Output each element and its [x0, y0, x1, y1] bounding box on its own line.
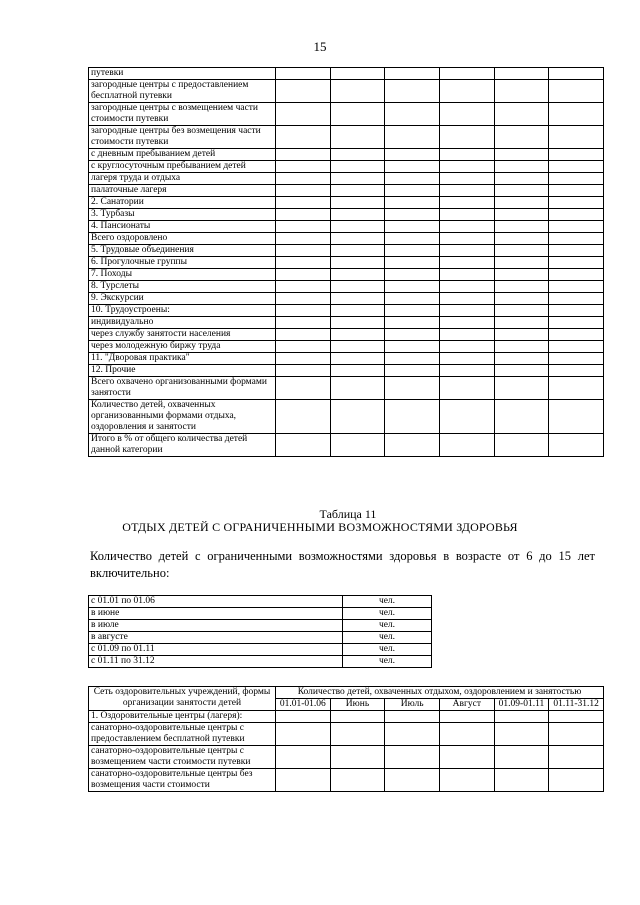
table-row	[89, 68, 604, 80]
value-cell	[385, 746, 440, 769]
value-cell	[276, 68, 331, 80]
value-cell	[549, 209, 604, 221]
value-cell	[330, 233, 385, 245]
value-cell	[276, 233, 331, 245]
value-cell	[330, 209, 385, 221]
value-cell	[549, 769, 604, 792]
value-cell	[549, 197, 604, 209]
value-cell	[494, 341, 549, 353]
table-title: ОТДЫХ ДЕТЕЙ С ОГРАНИЧЕННЫМИ ВОЗМОЖНОСТЯМИ ЗДОРОВЬЯ	[122, 520, 518, 534]
value-cell	[439, 161, 494, 173]
period-label: с 01.01 по 01.06	[89, 596, 343, 608]
value-cell	[439, 377, 494, 400]
value-cell	[494, 281, 549, 293]
value-cell	[330, 185, 385, 197]
row-label: через молодежную биржу труда	[89, 341, 276, 353]
value-cell	[439, 126, 494, 149]
value-cell	[385, 341, 440, 353]
value-cell	[549, 746, 604, 769]
value-cell	[276, 221, 331, 233]
value-cell	[494, 80, 549, 103]
period-unit: чел.	[343, 596, 432, 608]
row-label: 3. Турбазы	[89, 209, 276, 221]
value-cell	[494, 305, 549, 317]
value-cell	[330, 68, 385, 80]
row-label: 5. Трудовые объединения	[89, 245, 276, 257]
period-table	[88, 595, 432, 668]
value-cell	[276, 317, 331, 329]
value-cell	[330, 245, 385, 257]
value-cell	[385, 293, 440, 305]
value-cell	[276, 281, 331, 293]
value-cell	[494, 161, 549, 173]
value-cell	[385, 68, 440, 80]
page-number: 15	[313, 39, 327, 54]
table-row	[89, 711, 604, 723]
value-cell	[276, 103, 331, 126]
value-cell	[276, 209, 331, 221]
value-cell	[494, 746, 549, 769]
value-cell	[385, 711, 440, 723]
row-label: лагеря труда и отдыха	[89, 173, 276, 185]
table-row	[89, 723, 604, 746]
row-label: путевки	[89, 68, 276, 80]
value-cell	[549, 293, 604, 305]
value-cell	[494, 149, 549, 161]
value-cell	[330, 434, 385, 457]
value-cell	[494, 173, 549, 185]
value-cell	[385, 365, 440, 377]
value-cell	[385, 257, 440, 269]
value-cell	[549, 269, 604, 281]
period-unit: чел.	[343, 656, 432, 668]
table-row	[89, 185, 604, 197]
table-row	[89, 434, 604, 457]
value-cell	[439, 723, 494, 746]
table-row	[89, 353, 604, 365]
value-cell	[276, 173, 331, 185]
top-table	[88, 67, 604, 457]
value-cell	[439, 221, 494, 233]
value-cell	[494, 68, 549, 80]
value-cell	[330, 329, 385, 341]
value-cell	[276, 293, 331, 305]
value-cell	[439, 305, 494, 317]
table-row	[89, 293, 604, 305]
table-row	[89, 209, 604, 221]
value-cell	[276, 769, 331, 792]
row-label: индивидуально	[89, 317, 276, 329]
row-label: 6. Прогулочные группы	[89, 257, 276, 269]
value-cell	[494, 723, 549, 746]
bottom-table-body	[89, 711, 604, 792]
value-cell	[330, 365, 385, 377]
table-row	[89, 400, 604, 434]
header-row	[89, 687, 604, 699]
table-row	[89, 221, 604, 233]
table-row	[89, 377, 604, 400]
column-header: Июнь	[330, 699, 385, 711]
value-cell	[439, 353, 494, 365]
value-cell	[549, 149, 604, 161]
row-label: Всего охвачено организованными формами занятости	[89, 377, 276, 400]
row-label: 7. Походы	[89, 269, 276, 281]
table-row	[89, 103, 604, 126]
period-row	[89, 656, 432, 668]
value-cell	[549, 434, 604, 457]
row-label: 10. Трудоустроены:	[89, 305, 276, 317]
value-cell	[276, 161, 331, 173]
value-cell	[549, 221, 604, 233]
table-row	[89, 245, 604, 257]
value-cell	[385, 209, 440, 221]
value-cell	[276, 257, 331, 269]
row-label: палаточные лагеря	[89, 185, 276, 197]
table-row	[89, 281, 604, 293]
value-cell	[276, 269, 331, 281]
top-table-body	[89, 68, 604, 457]
value-cell	[494, 126, 549, 149]
value-cell	[439, 197, 494, 209]
value-cell	[494, 185, 549, 197]
value-cell	[385, 269, 440, 281]
table-number: Таблица 11	[319, 507, 377, 521]
value-cell	[385, 80, 440, 103]
value-cell	[330, 80, 385, 103]
row-label: 4. Пансионаты	[89, 221, 276, 233]
row-label: через службу занятости населения	[89, 329, 276, 341]
period-row	[89, 608, 432, 620]
period-unit: чел.	[343, 644, 432, 656]
value-cell	[330, 377, 385, 400]
value-cell	[330, 353, 385, 365]
value-cell	[439, 281, 494, 293]
value-cell	[330, 149, 385, 161]
value-cell	[330, 293, 385, 305]
value-cell	[549, 161, 604, 173]
value-cell	[549, 185, 604, 197]
value-cell	[494, 257, 549, 269]
value-cell	[439, 233, 494, 245]
period-row	[89, 644, 432, 656]
value-cell	[276, 377, 331, 400]
table-row	[89, 329, 604, 341]
row-label: 9. Экскурсии	[89, 293, 276, 305]
value-cell	[385, 317, 440, 329]
value-cell	[330, 221, 385, 233]
row-label: Итого в % от общего количества детей данной категории	[89, 434, 276, 457]
value-cell	[549, 126, 604, 149]
row-label: загородные центры с возмещением части стоимости путевки	[89, 103, 276, 126]
value-cell	[494, 233, 549, 245]
value-cell	[549, 103, 604, 126]
period-label: с 01.11 по 31.12	[89, 656, 343, 668]
table-row	[89, 305, 604, 317]
value-cell	[494, 365, 549, 377]
value-cell	[330, 197, 385, 209]
value-cell	[439, 149, 494, 161]
value-cell	[385, 185, 440, 197]
value-cell	[385, 173, 440, 185]
period-label: в июле	[89, 620, 343, 632]
column-header: Июль	[385, 699, 440, 711]
row-label: Всего оздоровлено	[89, 233, 276, 245]
table-row	[89, 80, 604, 103]
value-cell	[439, 103, 494, 126]
value-cell	[385, 149, 440, 161]
value-cell	[549, 365, 604, 377]
row-label: с дневным пребыванием детей	[89, 149, 276, 161]
value-cell	[276, 305, 331, 317]
value-cell	[439, 80, 494, 103]
value-cell	[549, 305, 604, 317]
value-cell	[385, 400, 440, 434]
value-cell	[385, 769, 440, 792]
period-row	[89, 632, 432, 644]
value-cell	[549, 68, 604, 80]
value-cell	[494, 329, 549, 341]
value-cell	[385, 245, 440, 257]
value-cell	[385, 197, 440, 209]
value-cell	[385, 161, 440, 173]
value-cell	[494, 317, 549, 329]
table-row	[89, 233, 604, 245]
period-row	[89, 596, 432, 608]
table-row	[89, 269, 604, 281]
value-cell	[276, 185, 331, 197]
bottom-table-head	[89, 687, 604, 711]
value-cell	[494, 197, 549, 209]
value-cell	[549, 329, 604, 341]
value-cell	[276, 746, 331, 769]
value-cell	[549, 80, 604, 103]
value-cell	[330, 317, 385, 329]
value-cell	[330, 103, 385, 126]
value-cell	[439, 341, 494, 353]
value-cell	[276, 341, 331, 353]
value-cell	[549, 281, 604, 293]
value-cell	[330, 161, 385, 173]
row-label: загородные центры с предоставлением бесплатной путевки	[89, 80, 276, 103]
value-cell	[549, 173, 604, 185]
value-cell	[549, 233, 604, 245]
period-table-body	[89, 596, 432, 668]
value-cell	[385, 281, 440, 293]
value-cell	[494, 377, 549, 400]
column-header: 01.09-01.11	[494, 699, 549, 711]
value-cell	[439, 269, 494, 281]
value-cell	[439, 329, 494, 341]
period-unit: чел.	[343, 620, 432, 632]
value-cell	[439, 185, 494, 197]
column-header: 01.11-31.12	[549, 699, 604, 711]
value-cell	[385, 233, 440, 245]
table-row	[89, 341, 604, 353]
row-label: 8. Турслеты	[89, 281, 276, 293]
value-cell	[549, 377, 604, 400]
value-cell	[385, 126, 440, 149]
value-cell	[494, 353, 549, 365]
header-group: Количество детей, охваченных отдыхом, оздоровлением и занятостью	[276, 687, 604, 699]
value-cell	[439, 711, 494, 723]
value-cell	[276, 434, 331, 457]
value-cell	[494, 711, 549, 723]
value-cell	[549, 317, 604, 329]
row-label: санаторно-оздоровительные центры без возмещения части стоимости	[89, 769, 276, 792]
value-cell	[330, 746, 385, 769]
row-label: Количество детей, охваченных организованными формами отдыха, оздоровления и занятости	[89, 400, 276, 434]
value-cell	[276, 329, 331, 341]
value-cell	[330, 126, 385, 149]
value-cell	[494, 245, 549, 257]
value-cell	[439, 434, 494, 457]
value-cell	[330, 281, 385, 293]
bottom-table	[88, 686, 604, 792]
value-cell	[494, 769, 549, 792]
table-row	[89, 161, 604, 173]
table-row	[89, 257, 604, 269]
column-header: 01.01-01.06	[276, 699, 331, 711]
value-cell	[549, 711, 604, 723]
value-cell	[330, 257, 385, 269]
value-cell	[330, 711, 385, 723]
period-row	[89, 620, 432, 632]
value-cell	[276, 126, 331, 149]
period-unit: чел.	[343, 632, 432, 644]
value-cell	[276, 723, 331, 746]
value-cell	[330, 305, 385, 317]
value-cell	[385, 103, 440, 126]
value-cell	[494, 400, 549, 434]
row-label: 12. Прочие	[89, 365, 276, 377]
value-cell	[385, 305, 440, 317]
value-cell	[276, 353, 331, 365]
row-label: 2. Санатории	[89, 197, 276, 209]
period-unit: чел.	[343, 608, 432, 620]
period-label: с 01.09 по 01.11	[89, 644, 343, 656]
value-cell	[439, 400, 494, 434]
value-cell	[549, 723, 604, 746]
value-cell	[276, 365, 331, 377]
value-cell	[494, 221, 549, 233]
value-cell	[439, 173, 494, 185]
row-label: 11. "Дворовая практика"	[89, 353, 276, 365]
value-cell	[385, 377, 440, 400]
value-cell	[439, 245, 494, 257]
value-cell	[549, 257, 604, 269]
table-row	[89, 365, 604, 377]
value-cell	[549, 245, 604, 257]
value-cell	[494, 293, 549, 305]
row-label: загородные центры без возмещения части стоимости путевки	[89, 126, 276, 149]
value-cell	[276, 711, 331, 723]
value-cell	[276, 149, 331, 161]
value-cell	[385, 434, 440, 457]
value-cell	[494, 209, 549, 221]
value-cell	[494, 103, 549, 126]
table-row	[89, 769, 604, 792]
row-label: 1. Оздоровительные центры (лагеря):	[89, 711, 276, 723]
value-cell	[439, 209, 494, 221]
value-cell	[549, 341, 604, 353]
row-label: санаторно-оздоровительные центры с предоставлением бесплатной путевки	[89, 723, 276, 746]
header-left: Сеть оздоровительных учреждений, формы организации занятости детей	[89, 687, 276, 711]
value-cell	[330, 269, 385, 281]
column-header: Август	[439, 699, 494, 711]
table-row	[89, 746, 604, 769]
value-cell	[439, 317, 494, 329]
value-cell	[276, 197, 331, 209]
value-cell	[330, 400, 385, 434]
table-row	[89, 126, 604, 149]
value-cell	[439, 257, 494, 269]
value-cell	[549, 400, 604, 434]
table-row	[89, 197, 604, 209]
period-label: в августе	[89, 632, 343, 644]
row-label: санаторно-оздоровительные центры с возмещением части стоимости путевки	[89, 746, 276, 769]
value-cell	[330, 341, 385, 353]
value-cell	[385, 723, 440, 746]
value-cell	[276, 245, 331, 257]
value-cell	[385, 221, 440, 233]
value-cell	[439, 68, 494, 80]
value-cell	[494, 434, 549, 457]
value-cell	[439, 365, 494, 377]
table-row	[89, 149, 604, 161]
table-row	[89, 173, 604, 185]
value-cell	[439, 746, 494, 769]
value-cell	[330, 723, 385, 746]
table-row	[89, 317, 604, 329]
value-cell	[385, 353, 440, 365]
value-cell	[330, 769, 385, 792]
value-cell	[276, 80, 331, 103]
row-label: с круглосуточным пребыванием детей	[89, 161, 276, 173]
value-cell	[494, 269, 549, 281]
value-cell	[385, 329, 440, 341]
value-cell	[276, 400, 331, 434]
period-label: в июне	[89, 608, 343, 620]
value-cell	[439, 769, 494, 792]
intro-paragraph: Количество детей с ограниченными возможностями здоровья в возрасте от 6 до 15 лет включительно:	[90, 549, 595, 580]
value-cell	[330, 173, 385, 185]
value-cell	[439, 293, 494, 305]
value-cell	[549, 353, 604, 365]
